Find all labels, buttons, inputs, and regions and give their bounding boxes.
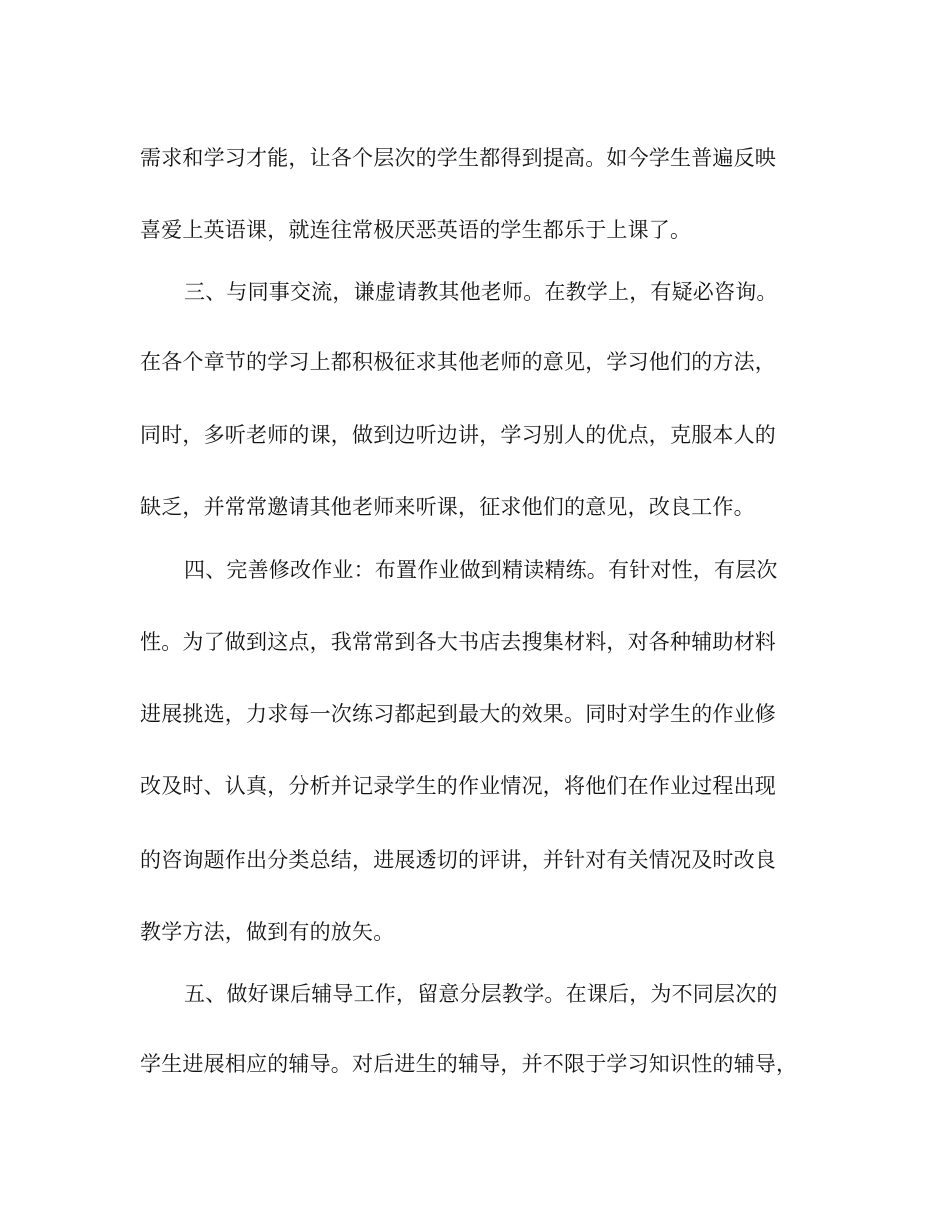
text-line: 缺乏，并常常邀请其他老师来听课，征求他们的意见，改良工作。 bbox=[140, 495, 755, 519]
text-line: 进展挑选，力求每一次练习都起到最大的效果。同时对学生的作业修 bbox=[140, 702, 776, 726]
text-line: 同时，多听老师的课，做到边听边讲，学习别人的优点，克服本人的 bbox=[140, 423, 776, 447]
text-line: 教学方法，做到有的放矢。 bbox=[140, 920, 395, 944]
paragraph-start-line: 三、与同事交流，谦虚请教其他老师。在教学上，有疑必咨询。 bbox=[184, 280, 778, 304]
text-line: 性。为了做到这点，我常常到各大书店去搜集材料，对各种辅助材料 bbox=[140, 630, 776, 654]
text-line: 喜爱上英语课，就连往常极厌恶英语的学生都乐于上课了。 bbox=[140, 218, 692, 242]
text-line: 改及时、认真，分析并记录学生的作业情况，将他们在作业过程出现 bbox=[140, 774, 776, 798]
text-line: 学生进展相应的辅导。对后进生的辅导，并不限于学习知识性的辅导， bbox=[140, 1052, 798, 1076]
paragraph-start-line: 四、完善修改作业：布置作业做到精读精练。有针对性，有层次 bbox=[184, 558, 778, 582]
paragraph-start-line: 五、做好课后辅导工作，留意分层教学。在课后，为不同层次的 bbox=[184, 982, 778, 1006]
text-line: 在各个章节的学习上都积极征求其他老师的意见，学习他们的方法， bbox=[140, 350, 776, 374]
text-line: 需求和学习才能，让各个层次的学生都得到提高。如今学生普遍反映 bbox=[140, 146, 776, 170]
text-line: 的咨询题作出分类总结，进展透切的评讲，并针对有关情况及时改良 bbox=[140, 848, 776, 872]
